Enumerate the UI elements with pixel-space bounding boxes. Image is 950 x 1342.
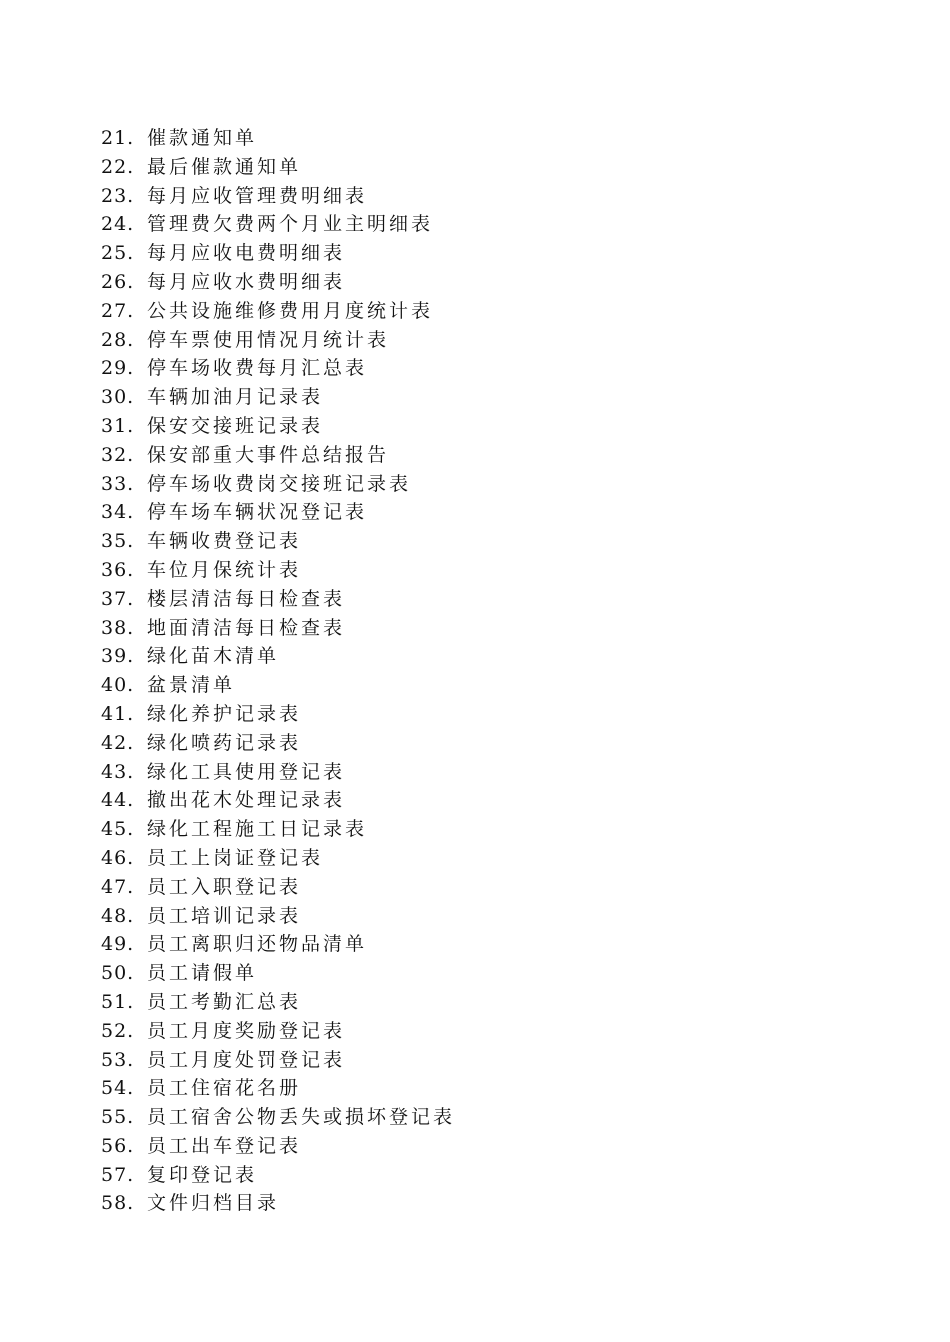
list-item	[101, 873, 455, 902]
list-item	[101, 844, 455, 873]
list-item	[101, 671, 455, 700]
item-number: 42.	[101, 731, 135, 754]
list-item	[101, 383, 455, 412]
item-number: 48.	[101, 904, 135, 927]
item-text: 每月应收电费明细表	[147, 242, 346, 265]
item-text: 文件归档目录	[147, 1192, 280, 1215]
item-number: 53.	[101, 1048, 135, 1071]
item-text: 催款通知单	[147, 127, 258, 149]
list-item	[101, 729, 455, 758]
list-item	[101, 700, 455, 729]
item-number: 35.	[101, 530, 135, 553]
item-number: 26.	[101, 270, 135, 293]
item-number: 29.	[101, 357, 135, 380]
item-number: 57.	[101, 1163, 135, 1186]
item-text: 车辆加油月记录表	[147, 386, 324, 409]
list-item	[101, 268, 455, 297]
item-number: 46.	[101, 846, 135, 869]
item-number: 31.	[101, 414, 135, 437]
item-text: 绿化苗木清单	[147, 645, 280, 668]
list-item	[101, 297, 455, 326]
item-number: 44.	[101, 789, 135, 812]
item-number: 38.	[101, 616, 135, 639]
item-number: 30.	[101, 386, 135, 409]
item-text: 地面清洁每日检查表	[147, 616, 346, 639]
item-text: 员工上岗证登记表	[147, 846, 324, 869]
item-text: 每月应收管理费明细表	[147, 184, 368, 207]
item-number: 24.	[101, 213, 135, 236]
item-text: 公共设施维修费用月度统计表	[147, 299, 434, 322]
item-number: 27.	[101, 299, 135, 322]
item-number: 56.	[101, 1134, 135, 1157]
item-text: 员工月度奖励登记表	[147, 1019, 346, 1042]
item-text: 员工月度处罚登记表	[147, 1048, 346, 1071]
item-number: 22.	[101, 155, 135, 178]
item-text: 员工入职登记表	[147, 875, 302, 898]
list-item	[101, 614, 455, 643]
item-number: 23.	[101, 184, 135, 207]
item-number: 34.	[101, 501, 135, 524]
list-item	[101, 527, 455, 556]
item-number: 25.	[101, 242, 135, 265]
form-list	[101, 124, 455, 1218]
list-item	[101, 412, 455, 441]
list-item	[101, 815, 455, 844]
item-number: 28.	[101, 328, 135, 351]
item-number: 33.	[101, 472, 135, 495]
item-number: 40.	[101, 674, 135, 697]
item-text: 保安部重大事件总结报告	[147, 443, 390, 466]
item-text: 停车场车辆状况登记表	[147, 501, 368, 524]
list-item	[101, 585, 455, 614]
list-item	[101, 1074, 455, 1103]
item-number: 52.	[101, 1019, 135, 1042]
list-item	[101, 124, 455, 153]
list-item	[101, 354, 455, 383]
item-number: 50.	[101, 962, 135, 985]
item-text: 员工请假单	[147, 962, 258, 985]
list-item	[101, 326, 455, 355]
item-text: 停车场收费每月汇总表	[147, 357, 368, 380]
item-text: 绿化工程施工日记录表	[147, 818, 368, 841]
list-item	[101, 441, 455, 470]
list-item	[101, 642, 455, 671]
item-number: 45.	[101, 818, 135, 841]
list-item	[101, 758, 455, 787]
item-number: 51.	[101, 990, 135, 1013]
list-item	[101, 153, 455, 182]
item-text: 员工出车登记表	[147, 1134, 302, 1157]
list-item	[101, 959, 455, 988]
item-text: 停车场收费岗交接班记录表	[147, 472, 412, 495]
item-text: 绿化养护记录表	[147, 702, 302, 725]
item-number: 55.	[101, 1106, 135, 1129]
item-text: 撤出花木处理记录表	[147, 789, 346, 812]
item-text: 车辆收费登记表	[147, 530, 302, 553]
item-text: 员工住宿花名册	[147, 1077, 302, 1100]
list-item	[101, 902, 455, 931]
item-number: 43.	[101, 760, 135, 783]
item-text: 最后催款通知单	[147, 155, 302, 178]
list-item	[101, 1017, 455, 1046]
item-number: 47.	[101, 875, 135, 898]
list-item	[101, 470, 455, 499]
item-number: 39.	[101, 645, 135, 668]
list-item	[101, 1132, 455, 1161]
list-item	[101, 1189, 455, 1218]
list-item	[101, 182, 455, 211]
list-item	[101, 988, 455, 1017]
list-item	[101, 930, 455, 959]
list-item	[101, 210, 455, 239]
item-text: 每月应收水费明细表	[147, 270, 346, 293]
item-number: 37.	[101, 587, 135, 610]
item-text: 员工培训记录表	[147, 904, 302, 927]
item-text: 员工离职归还物品清单	[147, 933, 368, 956]
item-number: 32.	[101, 443, 135, 466]
list-item	[101, 1161, 455, 1190]
item-text: 车位月保统计表	[147, 558, 302, 581]
item-text: 盆景清单	[147, 674, 236, 697]
item-text: 员工考勤汇总表	[147, 990, 302, 1013]
list-item	[101, 1046, 455, 1075]
item-text: 楼层清洁每日检查表	[147, 587, 346, 610]
item-text: 管理费欠费两个月业主明细表	[147, 213, 434, 236]
list-item	[101, 239, 455, 268]
item-text: 保安交接班记录表	[147, 414, 324, 437]
list-item	[101, 786, 455, 815]
item-number: 41.	[101, 702, 135, 725]
item-number: 54.	[101, 1077, 135, 1100]
item-text: 绿化工具使用登记表	[147, 760, 346, 783]
item-text: 绿化喷药记录表	[147, 731, 302, 754]
item-text: 员工宿舍公物丢失或损坏登记表	[147, 1106, 456, 1129]
item-text: 停车票使用情况月统计表	[147, 328, 390, 351]
list-item	[101, 556, 455, 585]
item-number: 36.	[101, 558, 135, 581]
list-item	[101, 498, 455, 527]
item-number: 21.	[101, 127, 135, 149]
item-number: 58.	[101, 1192, 135, 1215]
item-text: 复印登记表	[147, 1163, 258, 1186]
list-item	[101, 1103, 455, 1132]
item-number: 49.	[101, 933, 135, 956]
